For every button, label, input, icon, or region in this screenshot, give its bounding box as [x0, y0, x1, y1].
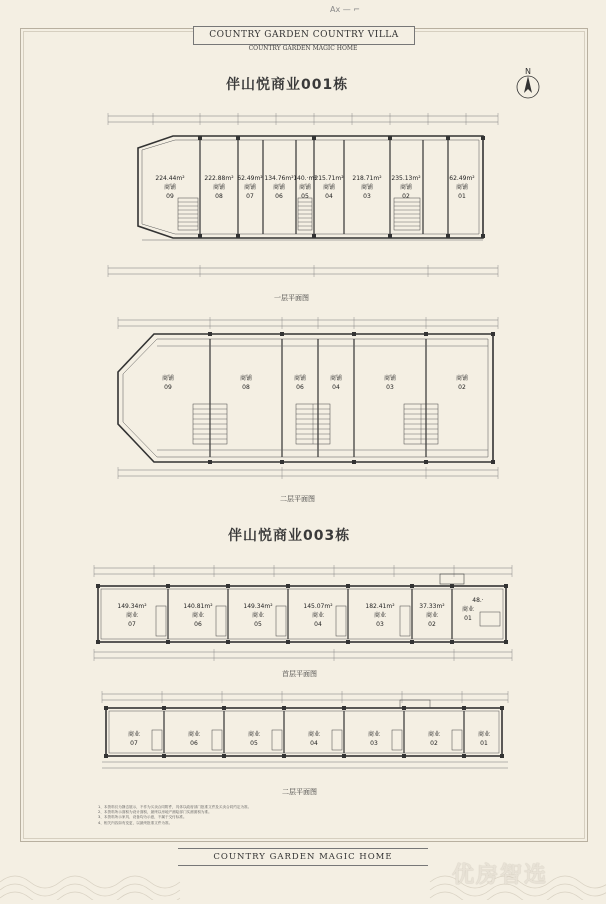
unit-type: 商铺: [163, 184, 177, 191]
unit-no: 05: [254, 621, 262, 628]
unit-type: 商业: [187, 731, 201, 738]
unit-no: 07: [130, 740, 138, 747]
building-001-floor2-plan: [98, 312, 508, 491]
unit-type: 商业: [247, 731, 261, 738]
unit-type: 商业: [367, 731, 381, 738]
unit-no: 02: [430, 740, 438, 747]
unit-type: 商业: [191, 612, 205, 619]
header-banner: COUNTRY GARDEN COUNTRY VILLA: [193, 26, 415, 45]
note-line: 3、本资料所示家具、设备均为示意，不属于交付标准。: [98, 815, 187, 820]
unit-area: 235.13m²: [391, 175, 421, 182]
unit-area: 149.34m²: [117, 603, 147, 610]
note-line: 1、本资料仅为静态展示，不作为买卖合同附件，具体以政府部门批准文件及买卖合同约定为准。: [98, 805, 252, 809]
building-001-title: 伴山悦商业001栋: [226, 77, 349, 93]
unit-area: 224.44m²: [155, 175, 185, 182]
unit-type: 商铺: [161, 375, 175, 382]
unit-no: 07: [246, 193, 254, 200]
unit-no: 01: [458, 193, 466, 200]
unit-area: 134.76m²: [264, 175, 294, 182]
floor-label: 二层平面图: [280, 495, 315, 503]
floor-label: 首层平面图: [282, 670, 317, 678]
unit-type: 商业: [307, 731, 321, 738]
unit-type: 商铺: [399, 184, 413, 191]
unit-no: 05: [250, 740, 258, 747]
unit-type: 商铺: [329, 375, 343, 382]
unit-no: 06: [275, 193, 283, 200]
unit-no: 03: [363, 193, 371, 200]
unit-area: 140.·m²: [293, 175, 317, 182]
unit-type: 商业: [477, 731, 491, 738]
unit-type: 商业: [427, 731, 441, 738]
floor-label: 二层平面图: [282, 788, 317, 796]
unit-no: 07: [128, 621, 136, 628]
header-subtitle: COUNTRY GARDEN MAGIC HOME: [248, 45, 358, 52]
unit-type: 商业: [127, 731, 141, 738]
building-003-title: 伴山悦商业003栋: [228, 528, 351, 544]
north-label: N: [525, 67, 531, 76]
unit-type: 商铺: [360, 184, 374, 191]
unit-area: 62.49m²: [449, 175, 475, 182]
unit-type: 商业: [373, 612, 387, 619]
floor-label: 一层平面图: [274, 294, 309, 302]
unit-type: 商铺: [272, 184, 286, 191]
unit-no: 08: [242, 384, 250, 391]
unit-no: 04: [332, 384, 340, 391]
footer-banner: COUNTRY GARDEN MAGIC HOME: [178, 848, 428, 866]
unit-type: 商业: [125, 612, 139, 619]
unit-no: 04: [314, 621, 322, 628]
unit-type: 商业: [311, 612, 325, 619]
building-003-floor1-plan: [82, 560, 522, 669]
unit-area: 48.·: [472, 597, 484, 604]
unit-area: 62.49m²: [237, 175, 263, 182]
unit-no: 08: [215, 193, 223, 200]
unit-area: 145.07m²: [303, 603, 333, 610]
note-line: 4、相关内容如有变更，以最终批准文件为准。: [98, 820, 173, 825]
unit-area: 218.71m²: [352, 175, 382, 182]
unit-type: 商业: [461, 606, 475, 613]
unit-type: 商铺: [239, 375, 253, 382]
unit-type: 商业: [425, 612, 439, 619]
unit-no: 02: [428, 621, 436, 628]
unit-no: 09: [164, 384, 172, 391]
unit-no: 01: [480, 740, 488, 747]
unit-no: 03: [386, 384, 394, 391]
unit-type: 商铺: [298, 184, 312, 191]
unit-type: 商业: [251, 612, 265, 619]
unit-no: 02: [458, 384, 466, 391]
unit-area: 140.81m²: [183, 603, 213, 610]
building-003-floor2-plan: [88, 686, 518, 780]
unit-type: 商铺: [293, 375, 307, 382]
unit-area: 37.33m²: [419, 603, 445, 610]
unit-type: 商铺: [212, 184, 226, 191]
unit-no: 04: [325, 193, 333, 200]
unit-no: 01: [464, 615, 472, 622]
unit-no: 03: [370, 740, 378, 747]
unit-no: 09: [166, 193, 174, 200]
unit-type: 商铺: [455, 184, 469, 191]
watermark-logo: 优房智选: [452, 863, 549, 888]
disclaimer-notes: [98, 805, 458, 826]
unit-no: 06: [296, 384, 304, 391]
unit-type: 商铺: [322, 184, 336, 191]
unit-no: 05: [301, 193, 309, 200]
top-marks: Ax — ⌐: [330, 5, 360, 14]
note-line: 2、本资料所示面积为设计面积，最终以房地产测绘部门实测面积为准。: [98, 810, 212, 815]
unit-no: 03: [376, 621, 384, 628]
unit-no: 06: [194, 621, 202, 628]
unit-type: 商铺: [455, 375, 469, 382]
unit-type: 商铺: [243, 184, 257, 191]
unit-area: 182.41m²: [365, 603, 395, 610]
unit-area: 149.34m²: [243, 603, 273, 610]
building-001-floor1-plan: [98, 108, 508, 287]
unit-area: 222.88m²: [204, 175, 234, 182]
unit-no: 02: [402, 193, 410, 200]
unit-no: 06: [190, 740, 198, 747]
north-arrow-icon: [513, 66, 543, 100]
unit-area: 215.71m²: [314, 175, 344, 182]
unit-no: 04: [310, 740, 318, 747]
unit-type: 商铺: [383, 375, 397, 382]
